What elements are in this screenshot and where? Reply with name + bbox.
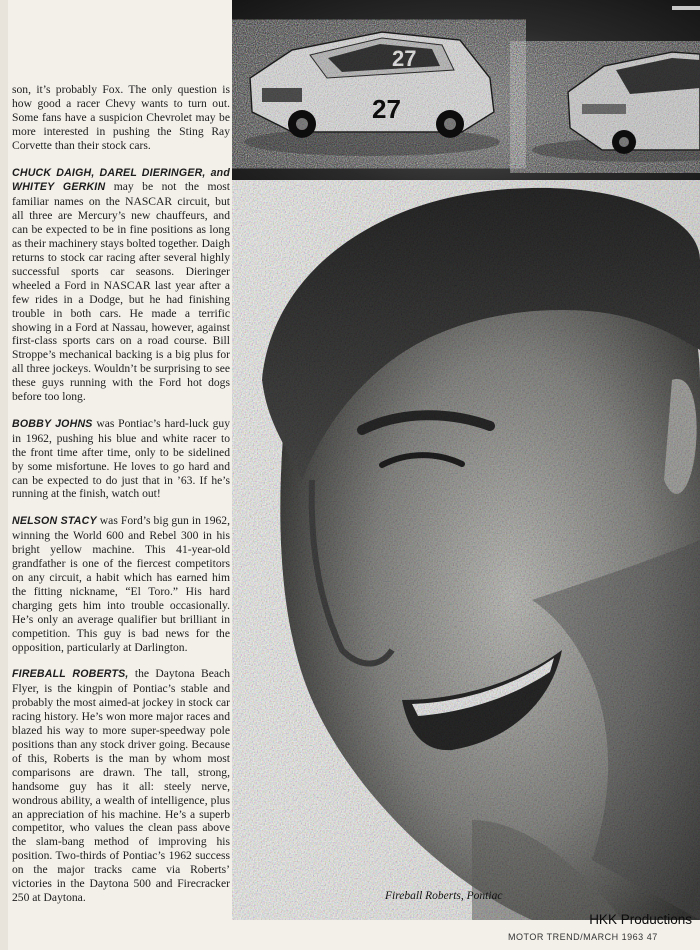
article-column (12, 83, 230, 918)
race-car-27 (244, 32, 500, 156)
intro-text: son, it’s probably Fox. The only question is how good a racer Chevy wants to turn out. Some fans have a suspicion Chevrolet may be more interested in pushing the Sting Ray Corvette than their stock cars. (12, 83, 230, 152)
race-cars-illustration (232, 0, 700, 180)
mercury-paragraph (12, 166, 230, 404)
photo-caption: Fireball Roberts, Pontiac (385, 890, 503, 902)
page-footer: MOTOR TREND/MARCH 1963 47 (508, 932, 658, 942)
watermark-label: HKK Productions (589, 912, 692, 927)
stacy-paragraph (12, 514, 230, 654)
johns-lead: BOBBY JOHNS (12, 417, 93, 430)
svg-text:27: 27 (372, 94, 401, 124)
mercury-drivers-lead: CHUCK DAIGH, DAREL DIERINGER, and WHITEY GERKIN (12, 166, 230, 194)
svg-text:27: 27 (392, 46, 417, 71)
roberts-paragraph-body: the Daytona Beach Flyer, is the kingpin of Pontiac’s stable and probably the most aimed-at jockey in stock car racing history. He’s won more major races and blazed his way to more super-speedway pole positions than any stock driver going. Because of this, Roberts is the man by whom most comparisons are drawn. The tall, strong, handsome guy has it all: steely nerve, wondrous ability, a wealth of intelligence, plus an appreciation of his machine. He’s a superb competitor, who values the clean pass above the slam-bang method of improving his position. Two-thirds of Pontiac’s 1962 success on the major tracks came via Roberts’ victories in the Daytona 500 and Firecracker 250 at Daytona. (12, 667, 230, 904)
roberts-paragraph (12, 667, 230, 904)
intro-paragraph (12, 83, 230, 153)
roberts-lead: FIREBALL ROBERTS, (12, 668, 129, 681)
johns-paragraph-body: was Pontiac’s hard-luck guy in 1962, pushing his blue and white racer to the front time after time, only to be sidelined by some misfortune. He loves to go hard and can be expected to do just that in ’63. If he’s running at the finish, watch out! (12, 416, 230, 501)
race-cars-photo (232, 0, 700, 180)
stacy-lead: NELSON STACY (12, 515, 97, 528)
page-edge (0, 0, 8, 950)
johns-paragraph (12, 417, 230, 501)
stacy-paragraph-body: was Ford’s big gun in 1962, winning the World 600 and Rebel 300 in his bright yellow machine. This 41-year-old grandfather is one of the fiercest competitors on any circuit, a habit which has earned him the fitting nickname, “El Toro.” His hard charging gets him into trouble occasionally. He’s only an average qualifier but brilliant in competition. This guy is bad news for the opposition, particularly at Darlington. (12, 514, 230, 654)
portrait-illustration (232, 180, 700, 920)
mercury-paragraph-body: may be not the most familiar names on the NASCAR circuit, but all three are Mercury’s new chauffeurs, and can be expected to be in fine positions as long as their machinery stays bolted together. Daigh returns to stock car racing after several highly successful sports car seasons. Dieringer wheeled a Ford in NASCAR last year after a few rides in a Dodge, but he had finishing trouble in both cars. He made a terrific showing in a Ford at Nassau, however, against first-class sports cars on a road course. Bill Stroppe’s mechanical backing is a big plus for all three jockeys. Wouldn’t be surprising to see these guys running with the Ford hot dogs before too long. (12, 180, 230, 404)
race-car-second (532, 52, 700, 162)
fireball-roberts-portrait (232, 180, 700, 920)
